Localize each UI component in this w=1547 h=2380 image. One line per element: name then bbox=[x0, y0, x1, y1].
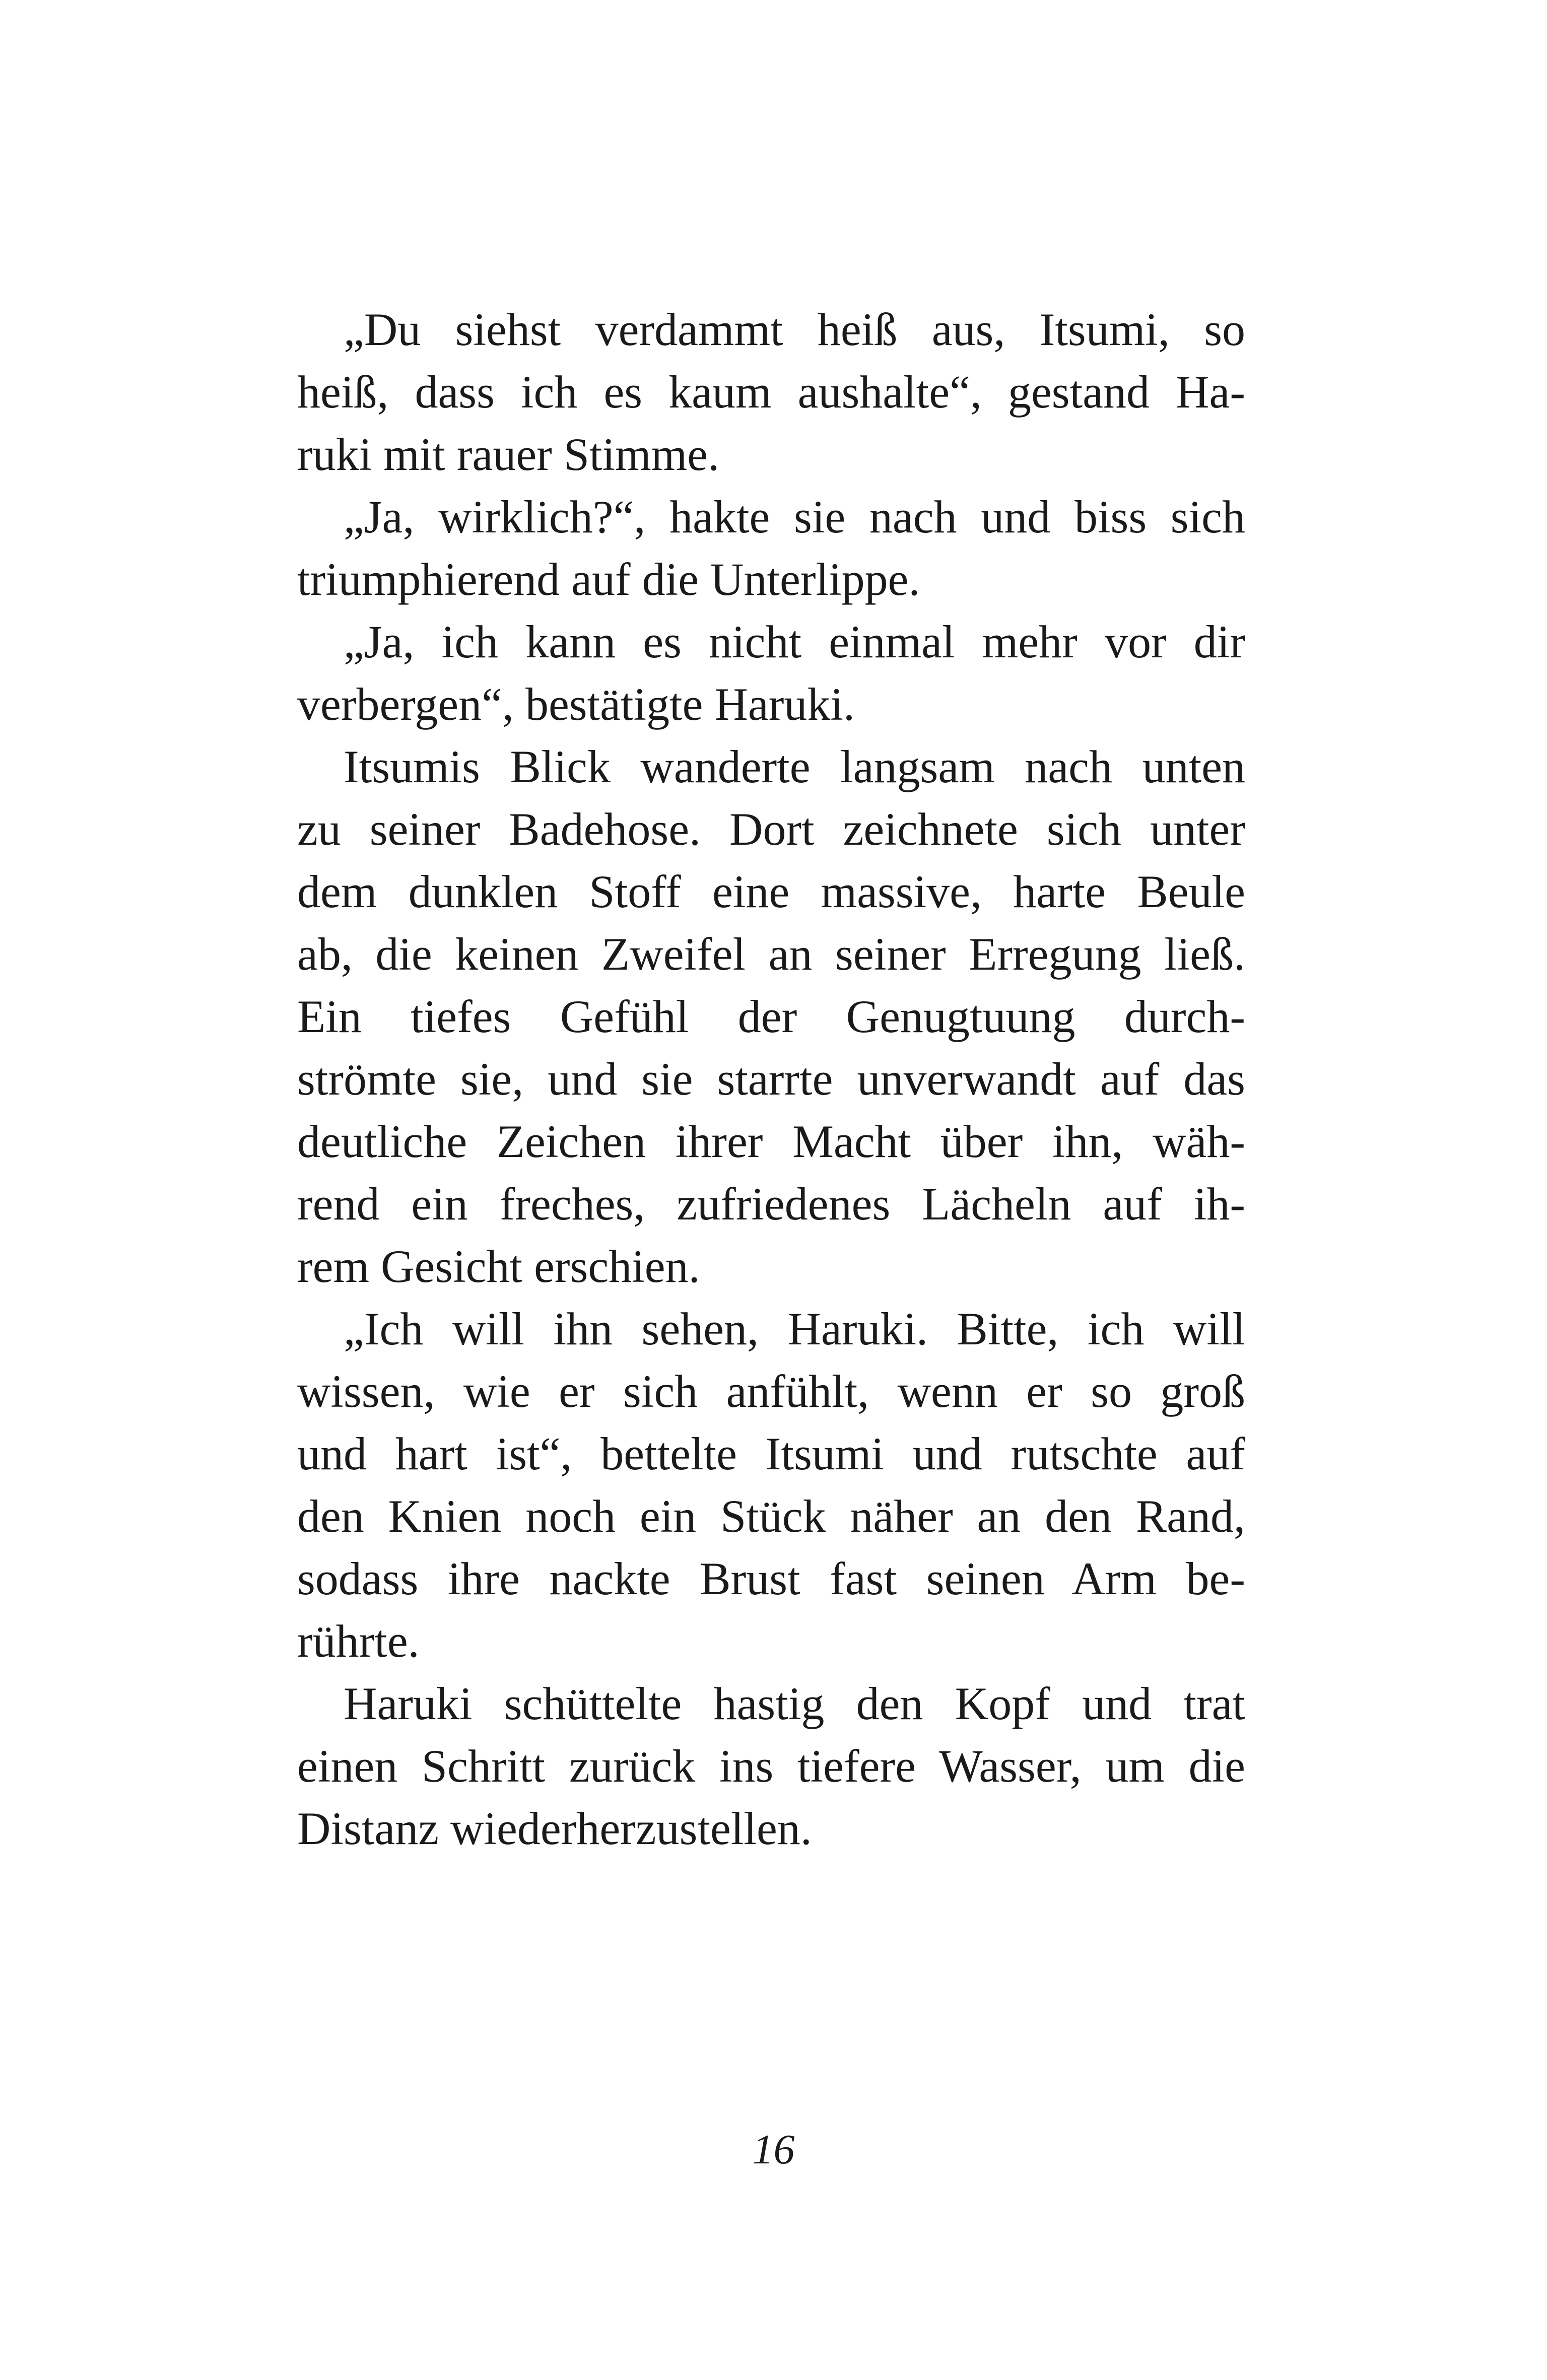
paragraph bbox=[297, 735, 1245, 1298]
text-line: Itsumis Blick wanderte langsam nach unten bbox=[344, 741, 1245, 792]
text-line: „Ich will ihn sehen, Haruki. Bitte, ich will bbox=[344, 1303, 1245, 1354]
paragraph bbox=[297, 1672, 1245, 1860]
text-line: Distanz wiederherzustellen. bbox=[297, 1803, 812, 1854]
text-line: rend ein freches, zufriedenes Lächeln auf ih- bbox=[297, 1178, 1245, 1230]
body-text bbox=[297, 298, 1245, 1860]
paragraph bbox=[297, 610, 1245, 735]
text-line: ruki mit rauer Stimme. bbox=[297, 429, 720, 480]
text-line: dem dunklen Stoff eine massive, harte Beule bbox=[297, 866, 1245, 917]
text-line: einen Schritt zurück ins tiefere Wasser, um die bbox=[297, 1740, 1245, 1792]
text-line: ab, die keinen Zweifel an seiner Erregung ließ. bbox=[297, 928, 1245, 980]
paragraph bbox=[297, 298, 1245, 486]
text-line: Haruki schüttelte hastig den Kopf und trat bbox=[344, 1678, 1245, 1729]
text-line: strömte sie, und sie starrte unverwandt auf das bbox=[297, 1053, 1245, 1105]
text-line: deutliche Zeichen ihrer Macht über ihn, wäh- bbox=[297, 1116, 1245, 1167]
text-line: „Du siehst verdammt heiß aus, Itsumi, so bbox=[344, 304, 1245, 355]
text-line: Ein tiefes Gefühl der Genugtuung durch- bbox=[297, 991, 1245, 1042]
text-line: sodass ihre nackte Brust fast seinen Arm be- bbox=[297, 1553, 1245, 1604]
text-line: heiß, dass ich es kaum aushalte“, gestand Ha- bbox=[297, 366, 1245, 418]
text-line: zu seiner Badehose. Dort zeichnete sich unter bbox=[297, 803, 1245, 855]
text-line: den Knien noch ein Stück näher an den Rand, bbox=[297, 1490, 1245, 1542]
text-line: rem Gesicht erschien. bbox=[297, 1241, 700, 1292]
paragraph bbox=[297, 486, 1245, 610]
text-line: „Ja, ich kann es nicht einmal mehr vor dir bbox=[344, 616, 1245, 667]
text-line: triumphierend auf die Unterlippe. bbox=[297, 554, 920, 605]
text-line: verbergen“, bestätigte Haruki. bbox=[297, 678, 855, 730]
text-line: „Ja, wirklich?“, hakte sie nach und biss sich bbox=[344, 491, 1245, 542]
text-line: und hart ist“, bettelte Itsumi und rutschte auf bbox=[297, 1428, 1245, 1479]
text-line: wissen, wie er sich anfühlt, wenn er so groß bbox=[297, 1366, 1245, 1417]
paragraph bbox=[297, 1298, 1245, 1672]
text-line: rührte. bbox=[297, 1615, 420, 1667]
page-number: 16 bbox=[752, 2126, 795, 2173]
